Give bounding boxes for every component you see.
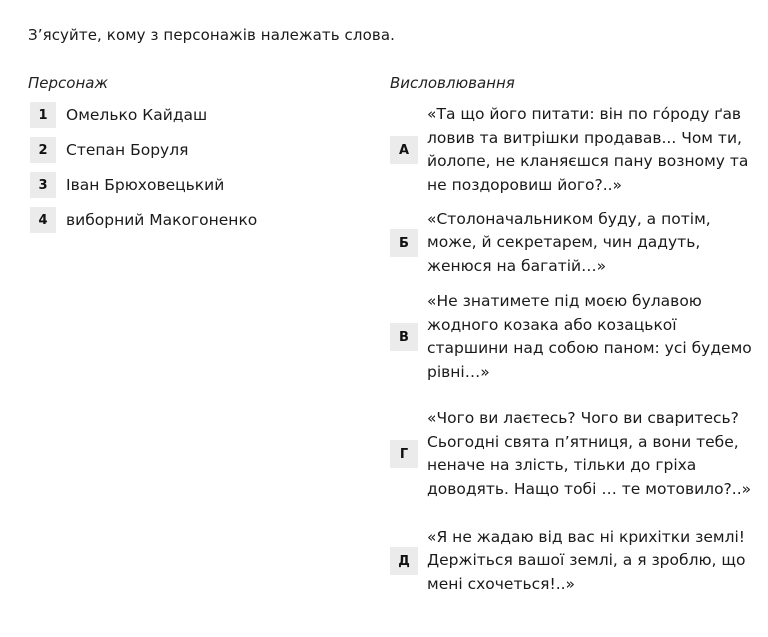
- quote-letter-badge: В: [390, 323, 418, 351]
- character-number-badge: 2: [30, 137, 56, 163]
- quote-letter-badge: Г: [390, 440, 418, 468]
- character-item: [30, 137, 257, 163]
- task-instruction: З’ясуйте, кому з персонажів належать слова.: [28, 26, 395, 44]
- character-name: Омелько Кайдаш: [66, 106, 208, 124]
- character-number-badge: 3: [30, 172, 56, 198]
- character-item: [30, 102, 257, 128]
- character-number-badge: 1: [30, 102, 56, 128]
- quote-item: [390, 395, 760, 513]
- quote-text: «Чого ви лаєтесь? Чого ви сваритесь? Сьогодні свята п’ятниця, а вони тебе, неначе на злість, тільки до гріха доводять. Нащо тобі … те мотовило?..»: [427, 409, 752, 498]
- quote-item: [390, 289, 760, 385]
- character-item: [30, 172, 257, 198]
- quote-text: «Столоначальником буду, а потім, може, й секретарем, чин дадуть, женюся на багатій…»: [427, 209, 711, 275]
- character-name: Степан Боруля: [66, 141, 189, 159]
- quote-item: [390, 207, 760, 279]
- quote-item: [390, 525, 760, 597]
- quotes-list: [390, 102, 760, 597]
- quote-letter-badge: Б: [390, 229, 418, 257]
- character-number-badge: 4: [30, 207, 56, 233]
- quote-letter-badge: А: [390, 136, 418, 164]
- quotes-column-header: Висловлювання: [390, 74, 515, 92]
- characters-list: [30, 102, 257, 242]
- characters-column-header: Персонаж: [28, 74, 108, 92]
- quote-item: [390, 102, 760, 198]
- quote-letter-badge: Д: [390, 547, 418, 575]
- quote-text: «Та що його питати: він по гóроду ґав ловив та витрішки продавав... Чом ти, йолопе, не кланяєшся пану возному та не поздоровиш його?..»: [427, 105, 749, 194]
- character-item: [30, 207, 257, 233]
- quote-text: «Я не жадаю від вас ні крихітки землі! Держіться вашої землі, а я зроблю, що мені схочеться!..»: [427, 527, 746, 593]
- character-name: Іван Брюховецький: [66, 176, 225, 194]
- quote-text: «Не знатимете під моєю булавою жодного козака або козацької старшини над собою паном: усі будемо рівні…»: [427, 292, 752, 381]
- character-name: виборний Макогоненко: [66, 211, 258, 229]
